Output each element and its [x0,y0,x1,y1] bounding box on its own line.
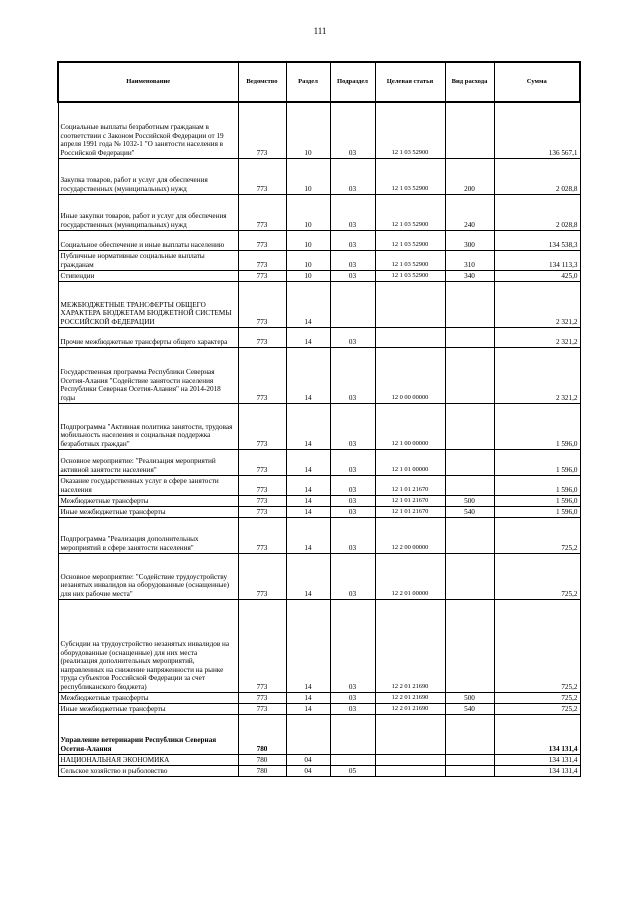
row-target-article: 12 2 01 00000 [375,553,445,599]
row-section: 10 [286,250,330,270]
row-name: Закупка товаров, работ и услуг для обеспечения государственных (муниципальных) нужд [58,158,238,194]
row-subsection: 03 [330,403,375,449]
row-target-article: 12 0 00 00000 [375,347,445,403]
row-department: 780 [238,714,286,754]
row-section: 10 [286,230,330,250]
row-expense-type: 200 [445,158,494,194]
row-target-article: 12 1 01 21670 [375,475,445,495]
header-expense-type: Вид расхода [445,62,494,102]
table-row [58,599,580,692]
row-amount: 1 596,0 [494,506,580,517]
row-amount: 134 113,3 [494,250,580,270]
row-department: 780 [238,754,286,765]
row-department: 773 [238,194,286,230]
row-department: 773 [238,158,286,194]
row-expense-type: 300 [445,230,494,250]
table-row [58,703,580,714]
row-subsection: 03 [330,599,375,692]
row-subsection: 03 [330,230,375,250]
table-row [58,250,580,270]
row-subsection: 03 [330,703,375,714]
row-name: Межбюджетные трансферты [58,692,238,703]
row-section: 14 [286,327,330,347]
row-amount: 2 028,8 [494,194,580,230]
row-section: 14 [286,703,330,714]
table-row [58,281,580,327]
row-amount: 2 321,2 [494,281,580,327]
table-row [58,270,580,281]
table-row [58,347,580,403]
header-subsection: Подраздел [330,62,375,102]
row-amount: 2 321,2 [494,327,580,347]
row-section: 14 [286,347,330,403]
table-row [58,754,580,765]
row-target-article: 12 1 03 52900 [375,194,445,230]
table-row [58,475,580,495]
row-name: Публичные нормативные социальные выплаты гражданам [58,250,238,270]
row-name: Государственная программа Республики Северная Осетия-Алания "Содействие занятости населения Республики Северная Осетия-Алания" на 2014-2018 годы [58,347,238,403]
row-subsection: 03 [330,475,375,495]
row-name: Подпрограмма "Активная политика занятости, трудовая мобильность населения и социальная поддержка безработных граждан" [58,403,238,449]
row-target-article: 12 2 01 21690 [375,703,445,714]
row-amount: 725,2 [494,553,580,599]
row-expense-type [445,327,494,347]
table-row [58,517,580,553]
row-department: 773 [238,703,286,714]
row-section: 04 [286,754,330,765]
row-subsection: 03 [330,250,375,270]
row-department: 773 [238,230,286,250]
header-amount: Сумма [494,62,580,102]
table-row [58,327,580,347]
row-name: НАЦИОНАЛЬНАЯ ЭКОНОМИКА [58,754,238,765]
row-target-article: 12 1 03 52900 [375,158,445,194]
row-expense-type: 540 [445,506,494,517]
row-subsection: 03 [330,194,375,230]
row-amount: 134 131,4 [494,765,580,776]
row-section: 10 [286,158,330,194]
row-department: 780 [238,765,286,776]
row-section: 10 [286,102,330,158]
row-department: 773 [238,495,286,506]
row-amount: 1 596,0 [494,475,580,495]
header-name: Наименование [58,62,238,102]
row-name: Подпрограмма "Реализация дополнительных мероприятий в сфере занятости населения" [58,517,238,553]
row-expense-type: 310 [445,250,494,270]
table-row [58,765,580,776]
row-target-article: 12 1 01 21670 [375,506,445,517]
table-row [58,495,580,506]
row-name: МЕЖБЮДЖЕТНЫЕ ТРАНСФЕРТЫ ОБЩЕГО ХАРАКТЕРА БЮДЖЕТАМ БЮДЖЕТНОЙ СИСТЕМЫ РОССИЙСКОЙ ФЕДЕРАЦИИ [58,281,238,327]
row-amount: 1 596,0 [494,449,580,475]
row-expense-type [445,449,494,475]
row-section: 14 [286,506,330,517]
row-name: Управление ветеринарии Республики Северная Осетия-Алания [58,714,238,754]
row-expense-type: 500 [445,495,494,506]
row-amount: 2 321,2 [494,347,580,403]
row-amount: 725,2 [494,599,580,692]
row-amount: 725,2 [494,703,580,714]
row-amount: 134 131,4 [494,754,580,765]
row-subsection: 03 [330,517,375,553]
row-subsection: 03 [330,347,375,403]
row-target-article [375,281,445,327]
row-department: 773 [238,270,286,281]
row-amount: 1 596,0 [494,495,580,506]
row-section [286,714,330,754]
row-expense-type [445,714,494,754]
header-target-article: Целевая статья [375,62,445,102]
row-target-article: 12 1 03 52900 [375,250,445,270]
row-section: 14 [286,692,330,703]
row-department: 773 [238,403,286,449]
row-expense-type [445,403,494,449]
row-expense-type [445,553,494,599]
row-section: 14 [286,403,330,449]
row-department: 773 [238,553,286,599]
row-target-article [375,714,445,754]
row-expense-type [445,475,494,495]
row-subsection: 03 [330,327,375,347]
row-section: 10 [286,270,330,281]
row-expense-type [445,765,494,776]
row-subsection [330,714,375,754]
row-name: Межбюджетные трансферты [58,495,238,506]
row-subsection: 03 [330,553,375,599]
row-expense-type [445,517,494,553]
row-subsection: 03 [330,692,375,703]
row-department: 773 [238,327,286,347]
row-section: 14 [286,553,330,599]
row-expense-type [445,754,494,765]
row-target-article: 12 2 01 21690 [375,692,445,703]
row-department: 773 [238,347,286,403]
row-subsection: 03 [330,102,375,158]
row-subsection: 05 [330,765,375,776]
table-header-row [58,62,580,102]
row-section: 14 [286,449,330,475]
row-amount: 134 131,4 [494,714,580,754]
table-row [58,102,580,158]
row-target-article: 12 2 00 00000 [375,517,445,553]
row-department: 773 [238,599,286,692]
row-name: Социальное обеспечение и иные выплаты населению [58,230,238,250]
table-row [58,692,580,703]
row-amount: 425,0 [494,270,580,281]
row-department: 773 [238,449,286,475]
row-amount: 136 567,1 [494,102,580,158]
row-name: Сельское хозяйство и рыболовство [58,765,238,776]
row-name: Основное мероприятие: "Содействие трудоустройству незанятых инвалидов на оборудованные (оснащенные) для них рабочие места" [58,553,238,599]
row-section: 14 [286,517,330,553]
row-department: 773 [238,517,286,553]
row-target-article [375,765,445,776]
row-name: Стипендии [58,270,238,281]
budget-table [57,61,581,777]
row-department: 773 [238,281,286,327]
row-target-article: 12 1 00 00000 [375,403,445,449]
row-expense-type: 500 [445,692,494,703]
row-name: Основное мероприятие: "Реализация мероприятий активной занятости населения" [58,449,238,475]
row-section: 14 [286,495,330,506]
row-name: Социальные выплаты безработным гражданам в соответствии с Законом Российской Федерации от 19 апреля 1991 года № 1032-1 "О занятости населения в Российской Федерации" [58,102,238,158]
row-department: 773 [238,475,286,495]
page-number: 111 [313,26,327,36]
row-target-article: 12 1 03 52900 [375,270,445,281]
row-expense-type [445,281,494,327]
row-department: 773 [238,692,286,703]
row-section: 04 [286,765,330,776]
row-target-article: 12 1 01 00000 [375,449,445,475]
row-subsection: 03 [330,158,375,194]
row-target-article [375,327,445,347]
row-name: Иные закупки товаров, работ и услуг для обеспечения государственных (муниципальных) нужд [58,194,238,230]
row-target-article [375,754,445,765]
row-subsection: 03 [330,495,375,506]
row-name: Оказание государственных услуг в сфере занятости населения [58,475,238,495]
row-department: 773 [238,506,286,517]
table-row [58,553,580,599]
row-target-article: 12 1 03 52900 [375,230,445,250]
row-amount: 2 028,8 [494,158,580,194]
table-row [58,158,580,194]
row-expense-type [445,599,494,692]
row-amount: 1 596,0 [494,403,580,449]
row-name: Иные межбюджетные трансферты [58,703,238,714]
table-row [58,506,580,517]
table-row [58,714,580,754]
table-row [58,449,580,475]
row-amount: 725,2 [494,692,580,703]
row-subsection: 03 [330,270,375,281]
row-expense-type: 340 [445,270,494,281]
row-department: 773 [238,102,286,158]
table-row [58,403,580,449]
row-subsection [330,754,375,765]
row-target-article: 12 1 03 52900 [375,102,445,158]
row-name: Прочие межбюджетные трансферты общего характера [58,327,238,347]
row-subsection [330,281,375,327]
table-row [58,230,580,250]
row-target-article: 12 2 01 21690 [375,599,445,692]
row-section: 10 [286,194,330,230]
row-department: 773 [238,250,286,270]
header-department: Ведомство [238,62,286,102]
row-amount: 725,2 [494,517,580,553]
row-expense-type [445,347,494,403]
row-expense-type [445,102,494,158]
row-name: Иные межбюджетные трансферты [58,506,238,517]
row-section: 14 [286,475,330,495]
row-name: Субсидии на трудоустройство незанятых инвалидов на оборудованные (оснащенные) для них места (реализация дополнительных мероприятий, направленных на снижение напряженности на рынке труда субъектов Российской Федерации за счет республиканского бюджета) [58,599,238,692]
header-section: Раздел [286,62,330,102]
row-target-article: 12 1 01 21670 [375,495,445,506]
row-amount: 134 538,3 [494,230,580,250]
row-expense-type: 540 [445,703,494,714]
row-section: 14 [286,599,330,692]
row-expense-type: 240 [445,194,494,230]
table-row [58,194,580,230]
row-section: 14 [286,281,330,327]
row-subsection: 03 [330,506,375,517]
row-subsection: 03 [330,449,375,475]
